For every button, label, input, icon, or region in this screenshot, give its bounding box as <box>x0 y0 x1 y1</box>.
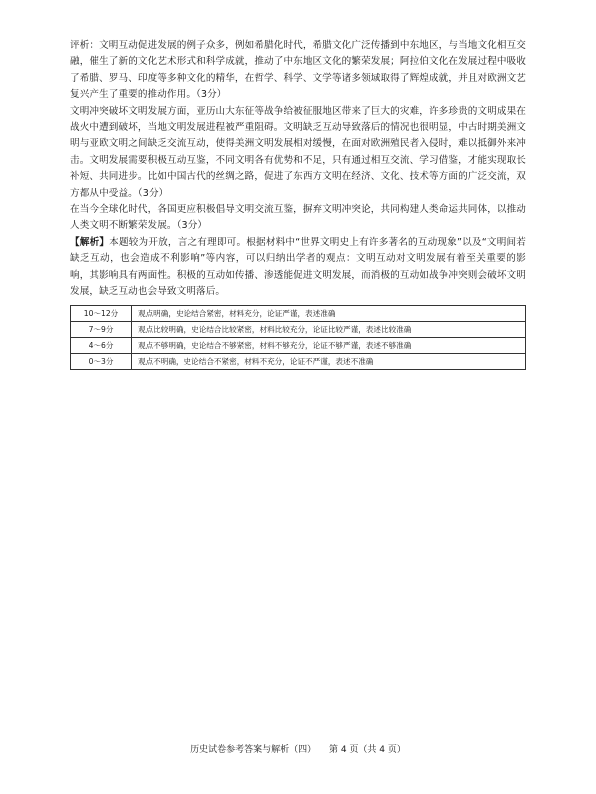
rubric-row <box>71 321 526 337</box>
rubric-score: 0～3分 <box>71 353 132 369</box>
analysis-paragraph <box>70 235 526 301</box>
rubric-score: 7～9分 <box>71 321 132 337</box>
rubric-criteria: 观点比较明确，史论结合比较紧密，材料比较充分，论证比较严谨，表述比较准确 <box>132 321 526 337</box>
footer-title: 历史试卷参考答案与解析（四） <box>190 745 317 755</box>
rubric-criteria: 观点不明确，史论结合不紧密，材料不充分，论证不严谨，表述不准确 <box>132 353 526 369</box>
page-footer <box>0 742 596 755</box>
answer-content <box>70 38 526 370</box>
rubric-criteria: 观点明确，史论结合紧密，材料充分，论证严谨，表述准确 <box>132 305 526 321</box>
analysis-text: 本题较为开放，言之有理即可。根据材料中“世界文明史上有许多著名的互动现象”以及“文明间若缺乏互动，也会造成不利影响”等内容，可以归纳出学者的观点：文明互动对文明发展有着至关重要的影响，其影响具有两面性。积极的互动如传播、渗透能促进文明发展，而消极的互动如战争冲突则会破坏文明发展，缺乏互动也会导致文明落后。 <box>70 236 526 298</box>
commentary-paragraph-2: 文明冲突破坏文明发展方面，亚历山大东征等战争给被征服地区带来了巨大的灾难，许多珍贵的文明成果在战火中遭到破坏，当地文明发展进程被严重阻碍。文明缺乏互动导致落后的情况也很明显，中古时期美洲文明与亚欧文明之间缺乏交流互动，使得美洲文明发展相对缓慢，在面对欧洲殖民者入侵时，难以抵御外来冲击。文明发展需要积极互动互鉴，不同文明各有优势和不足，只有通过相互交流、学习借鉴，才能实现取长补短、共同进步。比如中国古代的丝绸之路，促进了东西方文明在经济、文化、技术等方面的广泛交流，双方都从中受益。（3分） <box>70 105 526 199</box>
rubric-score: 10～12分 <box>71 305 132 321</box>
scoring-rubric-table <box>70 305 526 370</box>
rubric-row <box>71 337 526 353</box>
commentary-paragraph-3: 在当今全球化时代，各国更应积极倡导文明交流互鉴，摒弃文明冲突论，共同构建人类命运共同体，以推动人类文明不断繁荣发展。（3分） <box>70 204 526 232</box>
rubric-criteria: 观点不够明确，史论结合不够紧密，材料不够充分，论证不够严谨，表述不够准确 <box>132 337 526 353</box>
analysis-tag: 【解析】 <box>70 236 110 248</box>
rubric-score: 4～6分 <box>71 337 132 353</box>
commentary-paragraph-1: 评析：文明互动促进发展的例子众多，例如希腊化时代，希腊文化广泛传播到中东地区，与当地文化相互交融，催生了新的文化艺术形式和科学成就，推动了中东地区文化的繁荣发展；阿拉伯文化在发展过程中吸收了希腊、罗马、印度等多种文化的精华，在哲学、科学、文学等诸多领域取得了辉煌成就，并且对欧洲文艺复兴产生了重要的推动作用。（3分） <box>70 40 526 101</box>
rubric-row <box>71 353 526 369</box>
footer-page-number: 第 4 页（共 4 页） <box>328 745 406 755</box>
rubric-row <box>71 305 526 321</box>
